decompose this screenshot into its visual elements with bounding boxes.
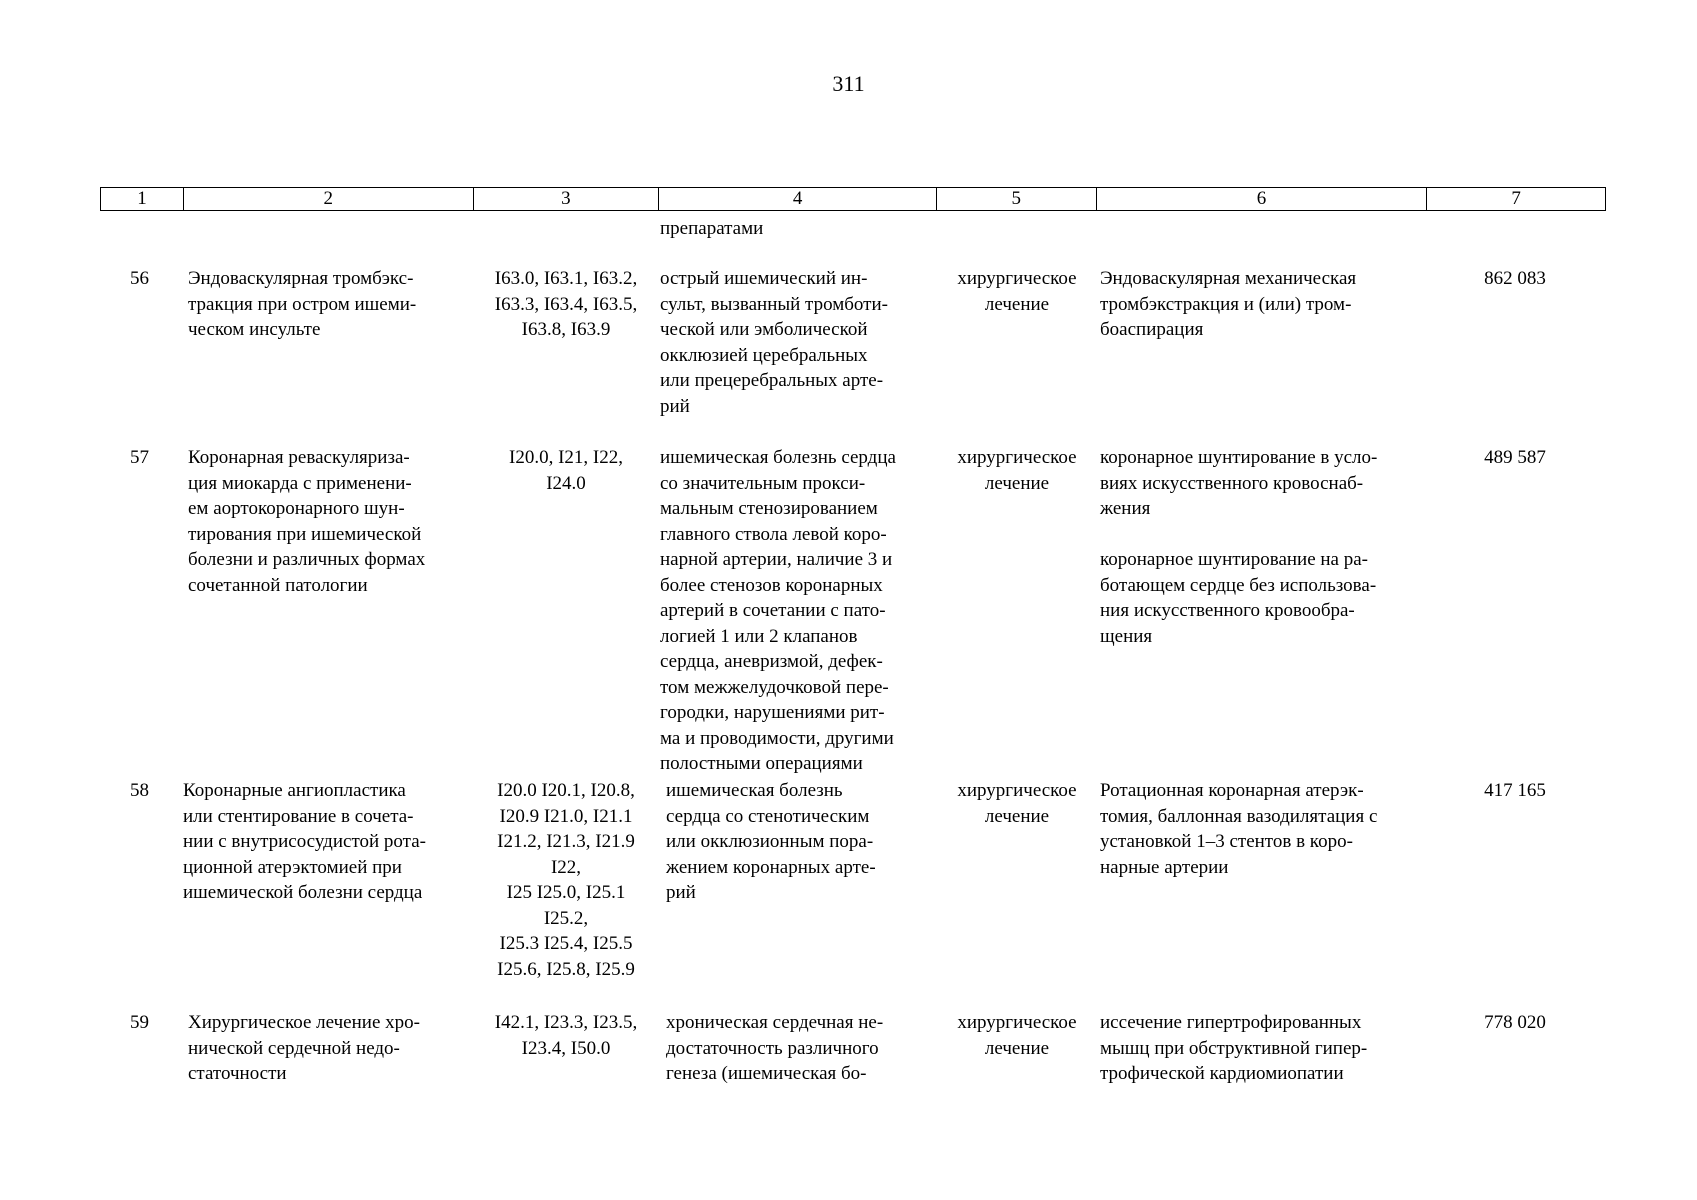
method-group-name: Коронарная реваскуляриза- ция миокарда с применени- ем аортокоронарного шун- тирования при ишемической болезни и различных формах сочетанной патологии <box>188 447 426 596</box>
cost: 417 165 <box>1484 780 1546 801</box>
treatment-type: хирургическое лечение <box>957 1012 1077 1059</box>
row-number: 59 <box>130 1012 149 1033</box>
row-number: 56 <box>130 268 149 289</box>
icd-codes: I42.1, I23.3, I23.5, I23.4, I50.0 <box>494 1012 638 1059</box>
treatment-method: коронарное шунтирование в усло- виях искусственного кровоснаб- жения <box>1100 447 1378 519</box>
page-number: 311 <box>832 71 865 96</box>
cost: 862 083 <box>1484 268 1546 289</box>
carry-over-text: препаратами <box>660 218 764 239</box>
cost: 489 587 <box>1484 447 1546 468</box>
column-header-5: 5 <box>936 188 1096 210</box>
icd-codes: I63.0, I63.1, I63.2, I63.3, I63.4, I63.5, I63.8, I63.9 <box>494 268 638 340</box>
treatment-type: хирургическое лечение <box>957 447 1077 494</box>
icd-codes: I20.0 I20.1, I20.8, I20.9 I21.0, I21.1 I21.2, I21.3, I21.9 I22, I25 I25.0, I25.1 I25.2, I25.3 I25.4, I25.5 I25.6, I25.8, I25.9 <box>497 780 635 980</box>
column-header-3: 3 <box>473 188 659 210</box>
patient-model: ишемическая болезнь сердца со стенотическим или окклюзионным пора- жением коронарных арте- рий <box>666 780 876 903</box>
column-header-2: 2 <box>183 188 473 210</box>
treatment-method-alt: коронарное шунтирование на ра- ботающем сердце без использова- ния искусственного кровообра- щения <box>1100 549 1377 647</box>
patient-model: ишемическая болезнь сердца со значительным прокси- мальным стенозированием главного ствола левой коро- нарной артерии, наличие 3 и более стенозов коронарных артерий в сочетании с пато- логией 1 или 2 клапанов сердца, аневризмой, дефек- том межжелудочковой пере- городки, нарушениями рит- ма и проводимости, другими полостными операциями <box>660 447 896 774</box>
column-header-7: 7 <box>1426 188 1605 210</box>
column-header-4: 4 <box>658 188 936 210</box>
method-group-name: Хирургическое лечение хро- нической сердечной недо- статочности <box>188 1012 420 1084</box>
treatment-method: Эндоваскулярная механическая тромбэкстракция и (или) тром- боаспирация <box>1100 268 1357 340</box>
cost: 778 020 <box>1484 1012 1546 1033</box>
icd-codes: I20.0, I21, I22, I24.0 <box>509 447 623 494</box>
column-header-1: 1 <box>137 188 147 209</box>
method-group-name: Коронарные ангиопластика или стентирование в сочета- нии с внутрисосудистой рота- ционной атерэктомией при ишемической болезни сердца <box>183 780 426 903</box>
table-header-row <box>100 187 1606 211</box>
treatment-method: Ротационная коронарная атерэк- томия, баллонная вазодилятация с установкой 1–3 стентов в коро- нарные артерии <box>1100 780 1378 878</box>
column-header-6: 6 <box>1096 188 1427 210</box>
treatment-method: иссечение гипертрофированных мышц при обструктивной гипер- трофической кардиомиопатии <box>1100 1012 1368 1084</box>
method-group-name: Эндоваскулярная тромбэкс- тракция при остром ишеми- ческом инсульте <box>188 268 417 340</box>
treatment-type: хирургическое лечение <box>957 780 1077 827</box>
patient-model: острый ишемический ин- сульт, вызванный тромботи- ческой или эмболической окклюзией церебральных или прецеребральных арте- рий <box>660 268 888 417</box>
treatment-type: хирургическое лечение <box>957 268 1077 315</box>
row-number: 57 <box>130 447 149 468</box>
row-number: 58 <box>130 780 149 801</box>
patient-model: хроническая сердечная не- достаточность различного генеза (ишемическая бо- <box>666 1012 884 1084</box>
